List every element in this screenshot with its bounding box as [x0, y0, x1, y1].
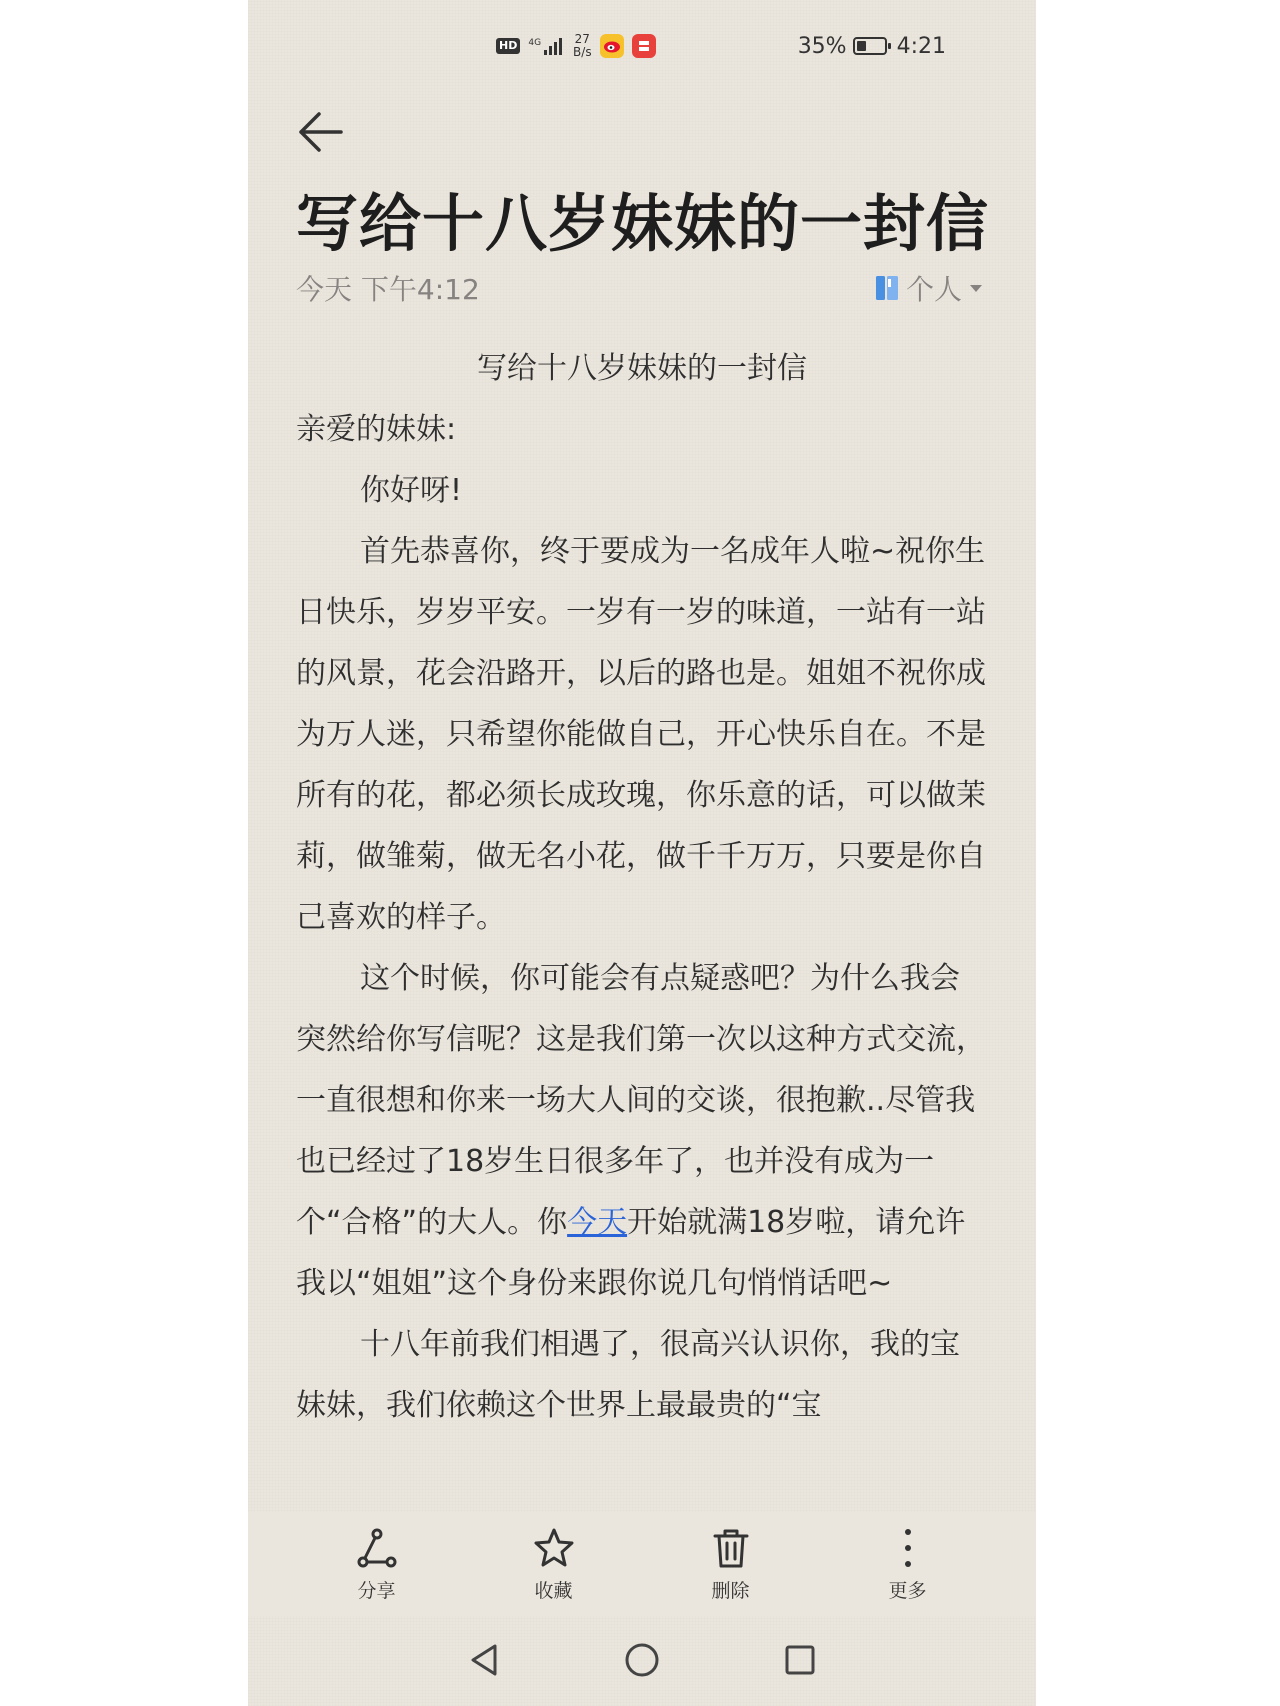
arrow-left-icon	[297, 111, 343, 153]
date-link[interactable]: 今天	[567, 1205, 628, 1240]
network-type: 4G	[528, 38, 542, 48]
trash-icon	[709, 1526, 753, 1570]
signal-icon	[528, 36, 565, 56]
system-nav-bar	[248, 1630, 1036, 1690]
back-button[interactable]	[292, 104, 348, 160]
battery-percent: 35%	[797, 33, 847, 59]
note-date: 今天 下午4:12	[296, 273, 480, 306]
share-button[interactable]	[317, 1526, 437, 1603]
more-button[interactable]	[848, 1526, 968, 1603]
phone-screen	[248, 0, 1036, 1706]
status-left	[496, 26, 656, 66]
paragraph-1: 首先恭喜你，终于要成为一名成年人啦~祝你生日快乐，岁岁平安。一岁有一岁的味道，一站有一站的风景，花会沿路开，以后的路也是。姐姐不祝你成为万人迷，只希望你能做自己，开心快乐自在。不是所有的花，都必须长成玫瑰，你乐意的话，可以做茉莉，做雏菊，做无名小花，做千千万万，只要是你自己喜欢的样子。	[296, 534, 986, 935]
triangle-back-icon	[469, 1643, 499, 1677]
share-label: 分享	[357, 1579, 396, 1602]
more-vertical-icon	[886, 1526, 930, 1570]
page-title: 写给十八岁妹妹的一封信	[296, 187, 990, 260]
paragraph-3: 十八年前我们相遇了，很高兴认识你，我的宝妹妹，我们依赖这个世界上最最贵的“宝	[296, 1327, 960, 1423]
clock: 4:21	[896, 33, 946, 59]
category-selector[interactable]	[874, 268, 984, 308]
category-label: 个人	[905, 273, 962, 306]
square-recents-icon	[784, 1644, 816, 1676]
speed-unit: B/s	[573, 45, 592, 59]
favorite-button[interactable]	[494, 1526, 614, 1603]
paragraph-2-text-b: 开始就满18岁啦，请允许我以“姐姐”这个身份来跟你说几句悄悄话吧~	[296, 1205, 966, 1301]
caret-down-icon	[968, 282, 984, 294]
note-content[interactable]	[296, 338, 988, 1508]
greeting: 你好呀!	[360, 473, 463, 508]
status-bar	[248, 26, 1036, 66]
battery-fill	[857, 41, 866, 51]
delete-label: 删除	[711, 1579, 750, 1602]
speed-value: 27	[574, 32, 590, 46]
content-title: 写给十八岁妹妹的一封信	[477, 351, 807, 386]
nav-back-button[interactable]	[460, 1636, 508, 1684]
share-icon	[355, 1526, 399, 1570]
notebook-icon	[874, 274, 900, 302]
weibo-icon	[600, 34, 624, 58]
nav-home-button[interactable]	[618, 1636, 666, 1684]
star-icon	[532, 1526, 576, 1570]
salutation: 亲爱的妹妹:	[296, 412, 457, 447]
network-speed	[573, 33, 592, 59]
notification-app-icon	[632, 34, 656, 58]
bottom-toolbar	[248, 1512, 1036, 1616]
status-right	[798, 26, 946, 66]
delete-button[interactable]	[671, 1526, 791, 1603]
circle-home-icon	[624, 1642, 660, 1678]
paragraph-2-text-a: 这个时候，你可能会有点疑惑吧？为什么我会突然给你写信呢？这是我们第一次以这种方式交流，一直很想和你来一场大人间的交谈，很抱歉..尽管我也已经过了18岁生日很多年了，也并没有成为一个“合格”的大人。你	[296, 961, 986, 1240]
note-meta	[296, 268, 984, 308]
hd-badge: HD	[496, 38, 520, 54]
nav-recents-button[interactable]	[776, 1636, 824, 1684]
favorite-label: 收藏	[534, 1579, 573, 1602]
battery-icon	[853, 37, 887, 55]
paragraph-2	[296, 948, 988, 1314]
more-label: 更多	[888, 1579, 927, 1602]
